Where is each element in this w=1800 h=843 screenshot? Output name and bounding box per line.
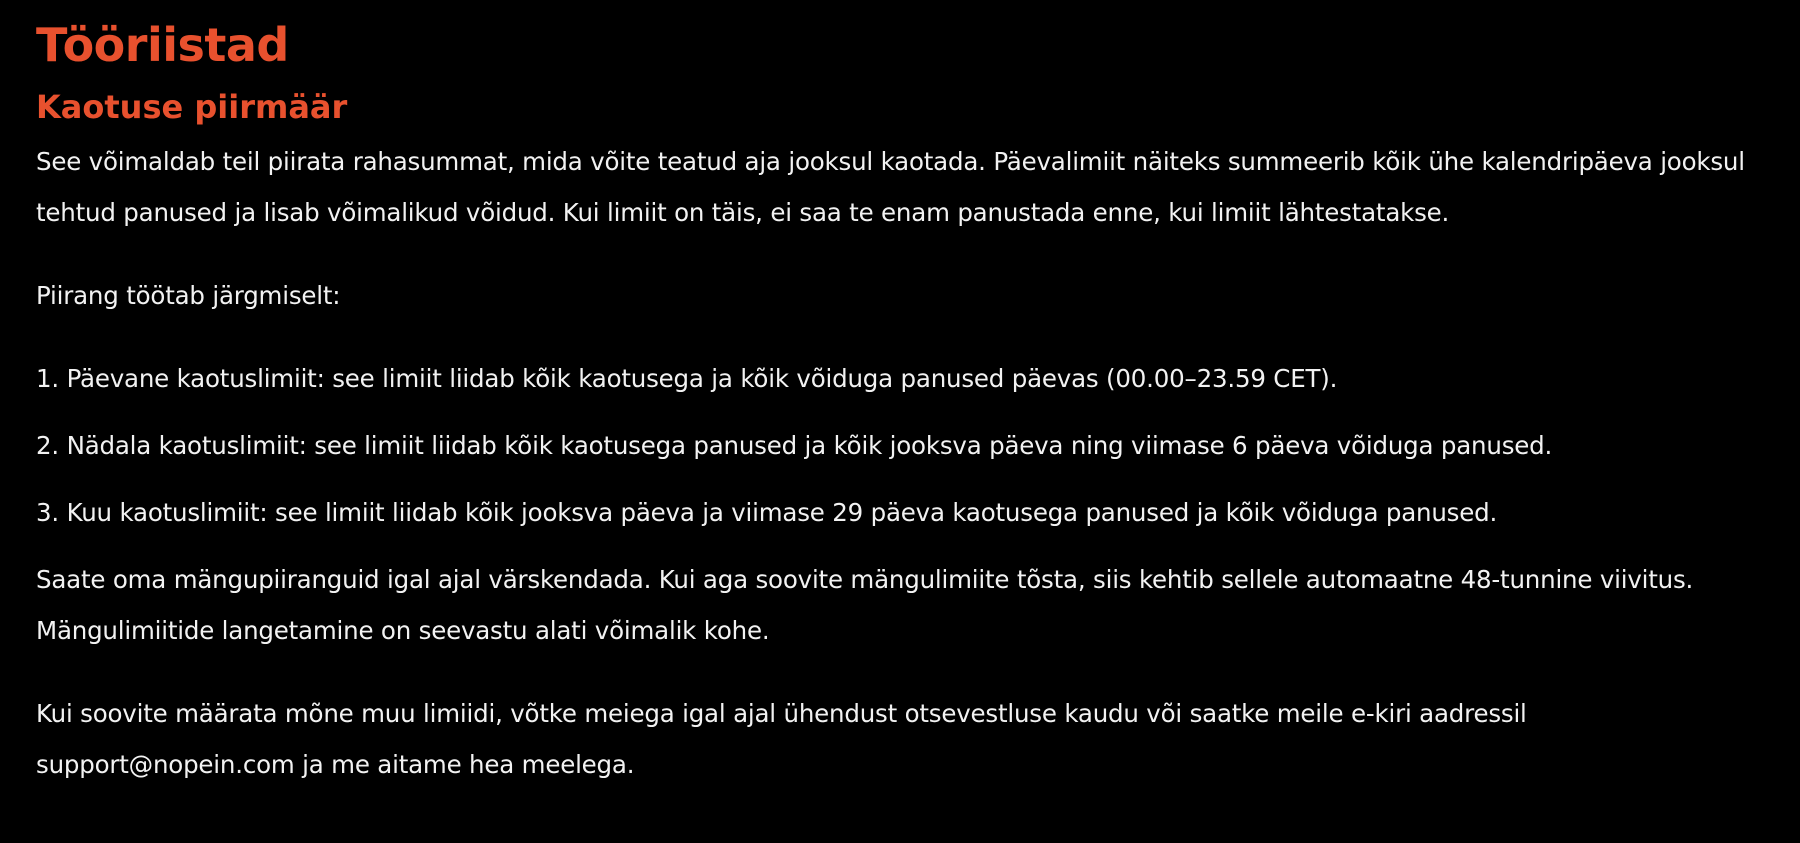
support-email-link[interactable]: support@nopein.com xyxy=(36,750,295,779)
update-info-paragraph: Saate oma mängupiiranguid igal ajal värskendada. Kui aga soovite mängulimiite tõsta, siis kehtib sellele automaatne 48-tunnine viivitus. Mängulimiitide langetamine on seevastu alati võimalik kohe. xyxy=(36,565,1694,645)
works-label: Piirang töötab järgmiselt: xyxy=(36,281,341,310)
content-area xyxy=(36,0,1776,790)
contact-suffix: ja me aitame hea meelega. xyxy=(302,750,635,779)
limit-item-daily: 1. Päevane kaotuslimiit: see limiit liidab kõik kaotusega ja kõik võiduga panused päevas (00.00–23.59 CET). xyxy=(36,364,1338,393)
limit-list xyxy=(36,353,1776,538)
contact-paragraph xyxy=(36,688,1776,790)
section-title: Kaotuse piirmäär xyxy=(36,88,348,126)
contact-prefix: Kui soovite määrata mõne muu limiidi, võtke meiega igal ajal ühendust otsevestluse kaudu või saatke meile e-kiri aadressil xyxy=(36,699,1527,728)
limit-item-monthly: 3. Kuu kaotuslimiit: see limiit liidab kõik jooksva päeva ja viimase 29 päeva kaotusega panused ja kõik võiduga panused. xyxy=(36,498,1498,527)
intro-paragraph: See võimaldab teil piirata rahasummat, mida võite teatud aja jooksul kaotada. Päevalimiit näiteks summeerib kõik ühe kalendripäeva jooksul tehtud panused ja lisab võimalikud võidud. Kui limiit on täis, ei saa te enam panustada enne, kui limiit lähtestatakse. xyxy=(36,147,1745,227)
page-title: Tööriistad xyxy=(36,18,289,72)
limit-item-weekly: 2. Nädala kaotuslimiit: see limiit liidab kõik kaotusega panused ja kõik jooksva päeva ning viimase 6 päeva võiduga panused. xyxy=(36,431,1553,460)
